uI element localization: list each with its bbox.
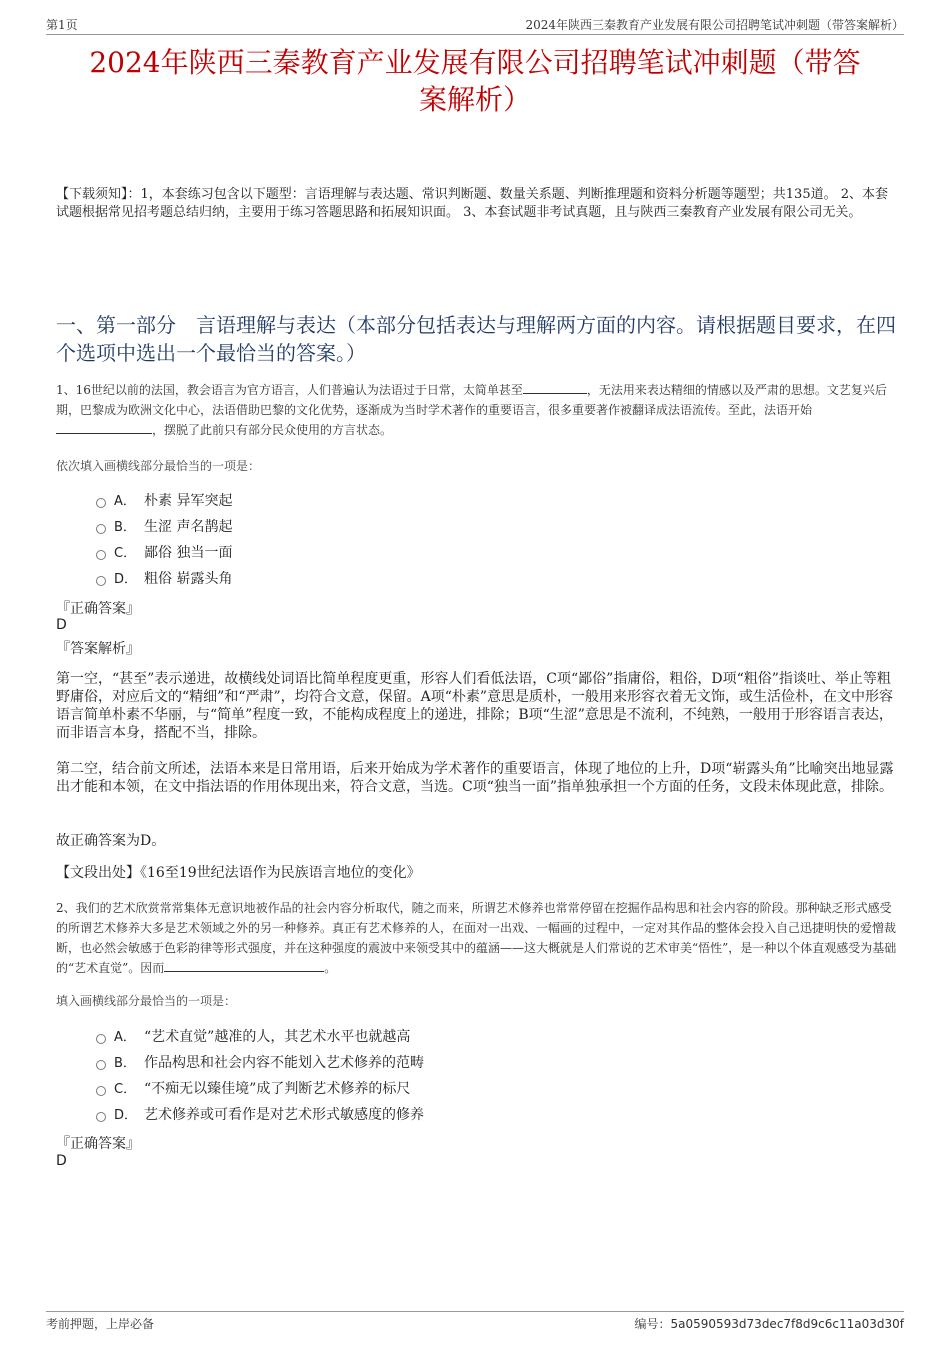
question-2-part1: 2、我们的艺术欣赏常常集体无意识地被作品的社会内容分析取代，随之而来，所谓艺术修养也常常停留在挖掘作品构思和社会内容的阶段。那种缺乏形式感受的所谓艺术修养大多是艺术领域之外的另一种修养。真正有艺术修养的人，在面对一出戏、一幅画的过程中，一定对其作品的整体会投入自己迅捷明快的爱憎裁断，也必然会敏感于色彩韵律等形式强度，并在这种强度的震波中来领受其中的蕴涵——这大概就是人们常说的艺术审美“悟性”，是一种以个体直观感受为基础的“艺术直觉”。因而 (56, 901, 897, 975)
question-2-answer-label: 『正确答案』 (56, 1136, 140, 1152)
radio-icon[interactable] (96, 1034, 106, 1044)
question-1-option-a[interactable]: A． 朴素 异军突起 (96, 491, 232, 511)
page-footer (46, 1311, 904, 1334)
radio-icon[interactable] (96, 576, 106, 586)
question-1-blank-1 (523, 381, 587, 394)
page-number: 第1页 (46, 18, 78, 32)
footer-code: 编号：5a0590593d73dec7f8d9c6c11a03d30f (634, 1317, 904, 1331)
header-doc-title: 2024年陕西三秦教育产业发展有限公司招聘笔试冲刺题（带答案解析） (525, 18, 904, 32)
question-2-option-b[interactable]: B． 作品构思和社会内容不能划入艺术修养的范畴 (96, 1053, 424, 1073)
question-1-prompt: 依次填入画横线部分最恰当的一项是： (56, 459, 261, 473)
question-1-answer: D (56, 617, 67, 633)
question-1-text (56, 380, 898, 440)
download-notice: 【下载须知】：1，本套练习包含以下题型：言语理解与表达题、常识判断题、数量关系题、判断推理题和资料分析题等题型；共135道。 2、本套试题根据常见招考题总结归纳，主要用于练习答题思路和拓展知识面。 3、本套试题非考试真题，且与陕西三秦教育产业发展有限公司无关。 (56, 187, 888, 220)
question-2-text (56, 898, 898, 978)
question-1-analysis-2: 第二空，结合前文所述，法语本来是日常用语，后来开始成为学术著作的重要语言，体现了地位的上升，D项“崭露头角”比喻突出地显露出才能和本领，在文中指法语的作用体现出来，符合文意，当选。C项“独当一面”指单独承担一个方面的任务，文段未体现此意，排除。 (56, 761, 894, 795)
question-2-option-a[interactable]: A． “艺术直觉”越准的人，其艺术水平也就越高 (96, 1027, 410, 1047)
radio-icon[interactable] (96, 1086, 106, 1096)
question-1-option-c[interactable]: C． 鄙俗 独当一面 (96, 543, 232, 563)
question-1-analysis-label: 『答案解析』 (56, 641, 140, 657)
question-2-option-c[interactable]: C． “不痴无以臻佳境”成了判断艺术修养的标尺 (96, 1079, 410, 1099)
radio-icon[interactable] (96, 550, 106, 560)
radio-icon[interactable] (96, 1112, 106, 1122)
radio-icon[interactable] (96, 1060, 106, 1070)
question-2-option-d[interactable]: D． 艺术修养或可看作是对艺术形式敏感度的修养 (96, 1105, 424, 1125)
question-1-option-b[interactable]: B． 生涩 声名鹊起 (96, 517, 232, 537)
document-title (46, 44, 904, 118)
question-1-part2: ，无法用来表达精细的情感以及严肃的思想。文艺复兴后期，巴黎成为欧洲文化中心，法语借助巴黎的文化优势，逐渐成为当时学术著作的重要语言，很多重要著作被翻译成法语流传。至此，法语开始 (56, 383, 887, 417)
question-2-blank (164, 959, 324, 972)
radio-icon[interactable] (96, 524, 106, 534)
question-1-part3: ，摆脱了此前只有部分民众使用的方言状态。 (152, 423, 393, 437)
question-1-answer-label: 『正确答案』 (56, 601, 140, 617)
question-1-conclusion: 故正确答案为D。 (56, 833, 166, 849)
document-title-line1: 2024年陕西三秦教育产业发展有限公司招聘笔试冲刺题（带答 (89, 46, 861, 79)
radio-icon[interactable] (96, 498, 106, 508)
document-title-line2: 案解析） (418, 83, 531, 116)
question-2-part2: 。 (324, 961, 337, 975)
footer-slogan: 考前押题，上岸必备 (46, 1317, 155, 1331)
question-1-source: 【文段出处】《16至19世纪法语作为民族语言地位的变化》 (56, 865, 421, 881)
question-1-blank-2 (56, 421, 152, 434)
page-header (46, 14, 904, 35)
question-1-part1: 1、16世纪以前的法国，教会语言为官方语言，人们普遍认为法语过于日常，太简单甚至 (56, 383, 523, 397)
question-2-answer: D (56, 1153, 67, 1169)
question-2-prompt: 填入画横线部分最恰当的一项是： (56, 994, 237, 1008)
section-title: 一、第一部分 言语理解与表达（本部分包括表达与理解两方面的内容。请根据题目要求，在四个选项中选出一个最恰当的答案。） (56, 313, 896, 365)
question-1-analysis-1: 第一空，“甚至”表示递进，故横线处词语比简单程度更重，形容人们看低法语，C项“鄙俗”指庸俗，粗俗，D项“粗俗”指谈吐、举止等粗野庸俗，对应后文的“精细”和“严肃”，均符合文意，保留。A项“朴素”意思是质朴，一般用来形容衣着无文饰，或生活俭朴，在文中形容语言简单朴素不华丽，与“简单”程度一致，不能构成程度上的递进，排除；B项“生涩”意思是不流利，不纯熟，一般用于形容语言表达，而非语言本身，搭配不当，排除。 (56, 671, 894, 741)
question-1-option-d[interactable]: D． 粗俗 崭露头角 (96, 569, 232, 589)
